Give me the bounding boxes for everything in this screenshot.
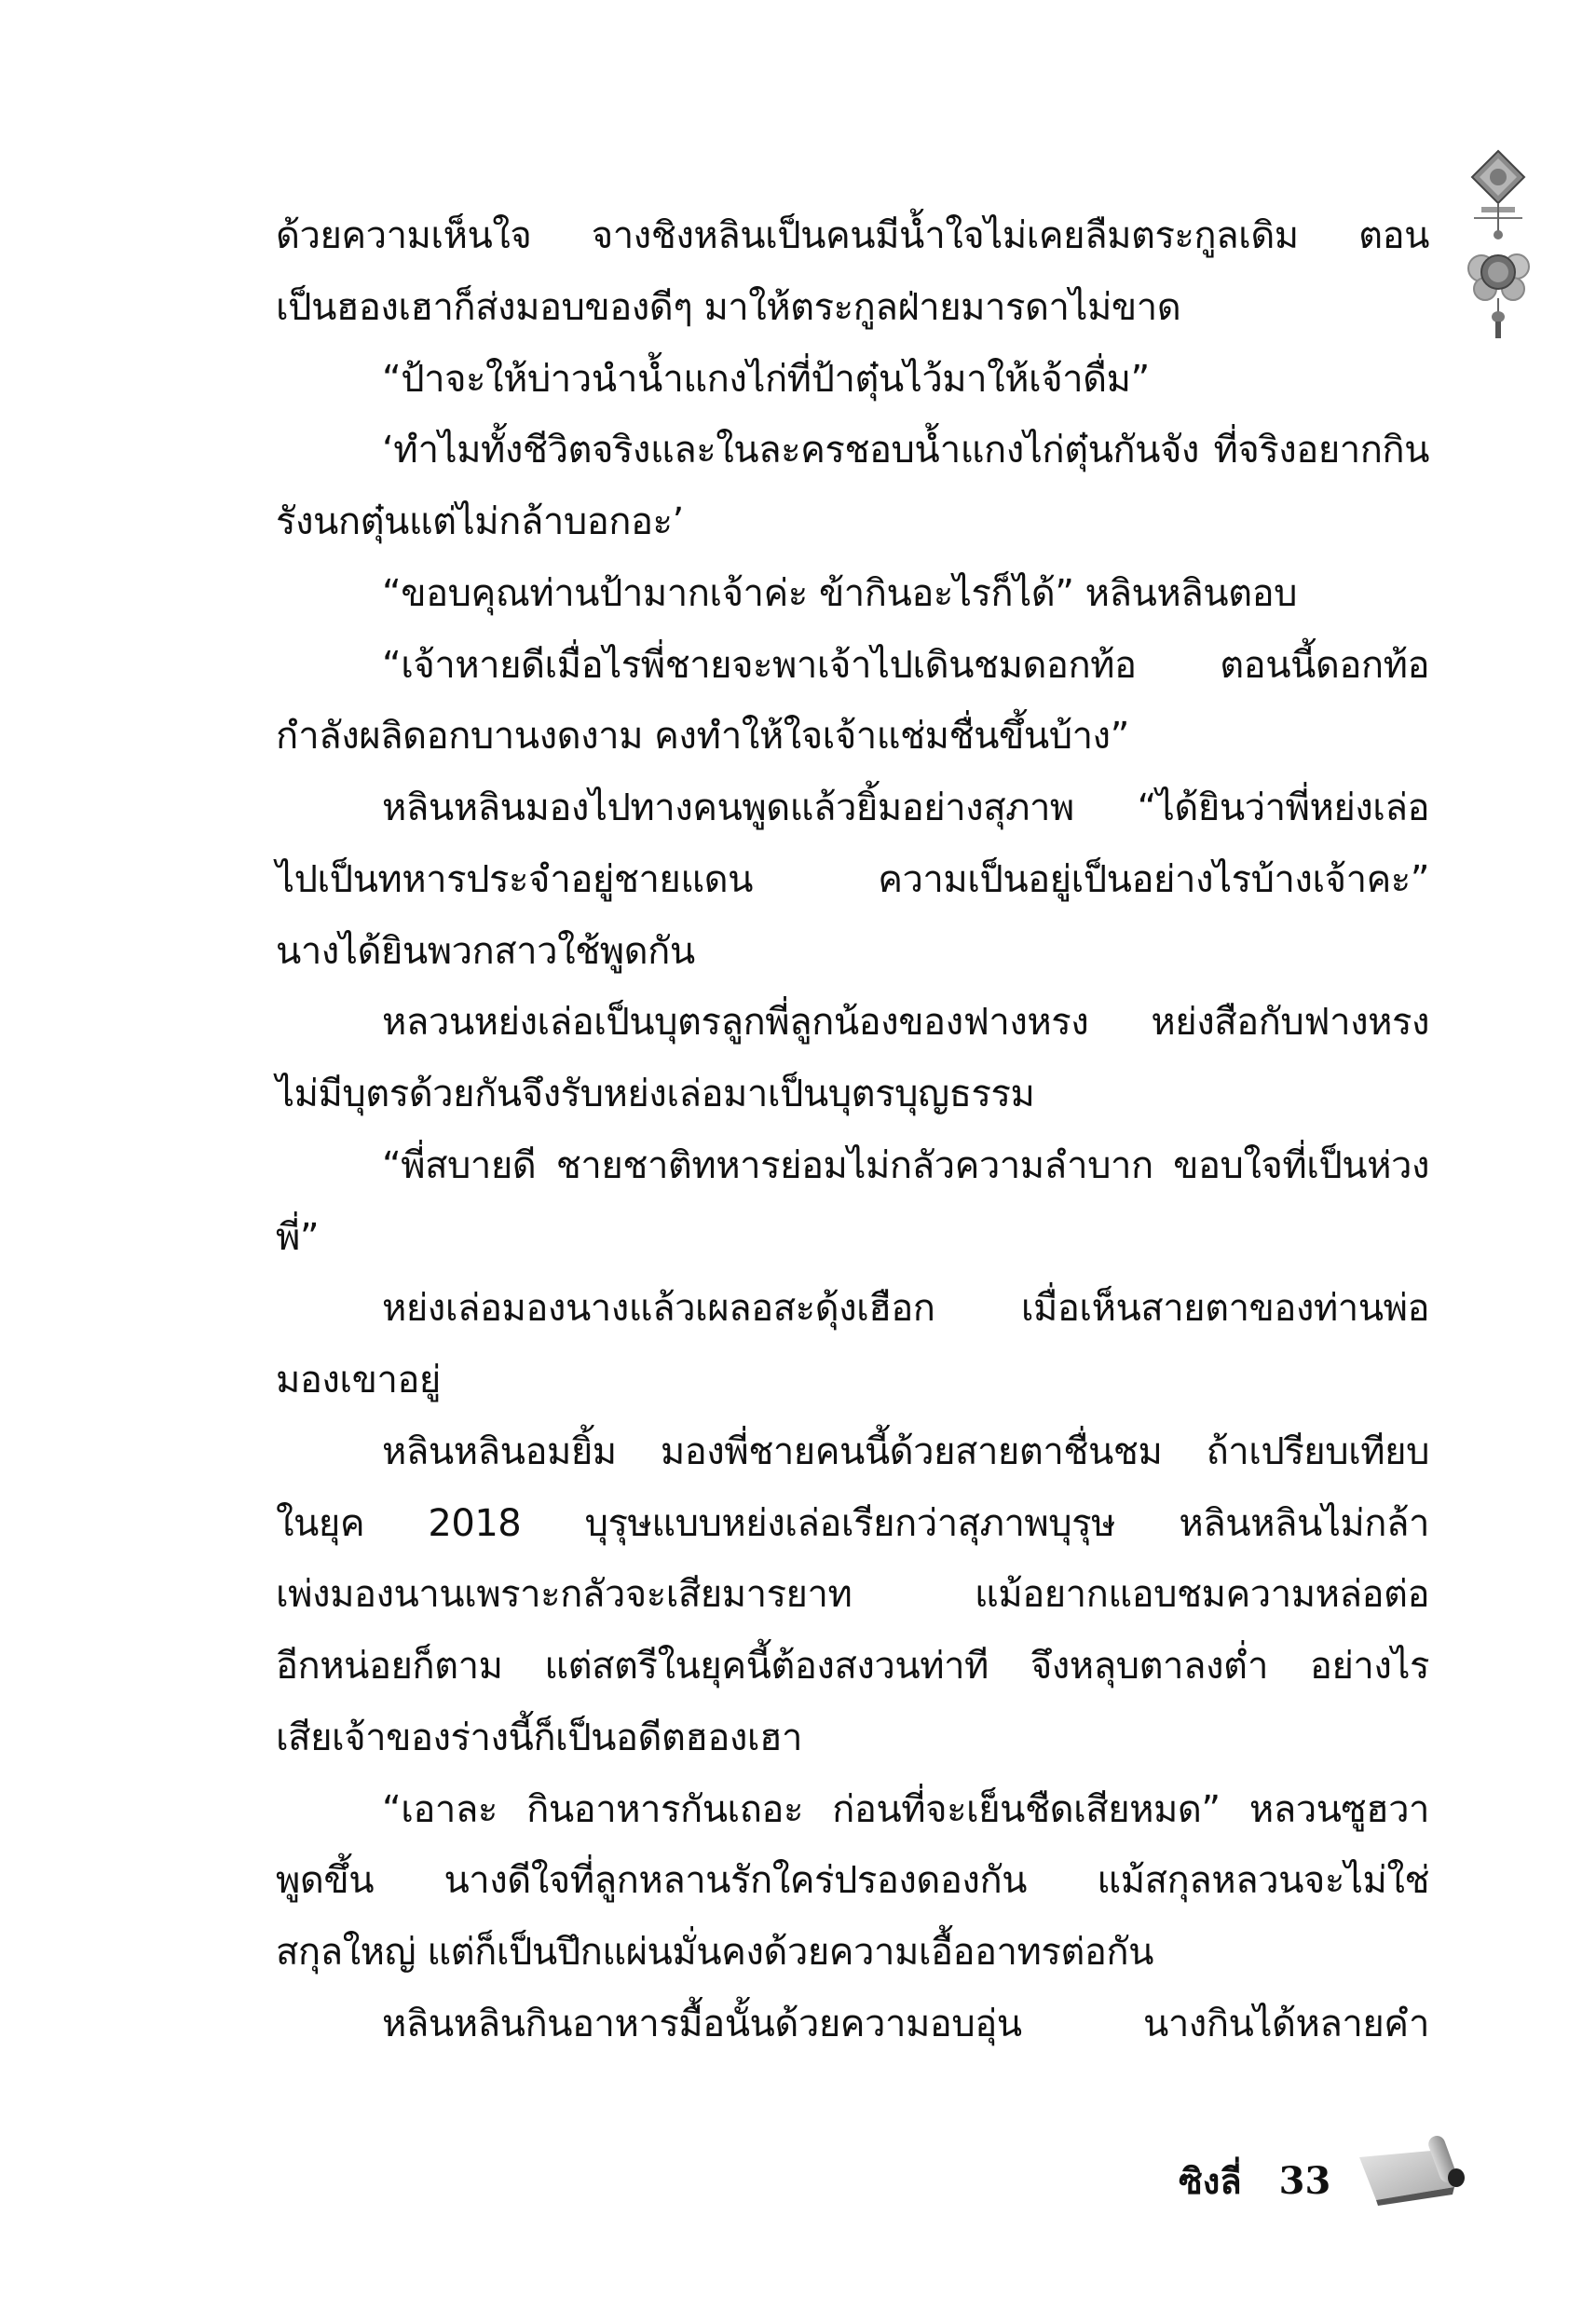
book-title: ซิงลี่ — [1179, 2159, 1242, 2202]
text-line: ไปเป็นทหารประจำอยู่ชายแดน ความเป็นอยู่เป็นอย่างไรบ้างเจ้าคะ” — [276, 857, 1429, 901]
text-line: เสียเจ้าของร่างนี้ก็เป็นอดีตฮองเฮา — [276, 1716, 802, 1759]
text-line: “พี่สบายดี ชายชาติทหารย่อมไม่กลัวความลำบาก ขอบใจที่เป็นห่วง — [382, 1143, 1429, 1187]
text-line: ไม่มีบุตรด้วยกันจึงรับหย่งเล่อมาเป็นบุตรบุญธรรม — [276, 1073, 1035, 1115]
chinese-knot-ornament-icon — [1461, 149, 1535, 340]
text-line: หลินหลินกินอาหารมื้อนั้นด้วยความอบอุ่น นางกินได้หลายคำ — [382, 2002, 1429, 2045]
text-line: พูดขึ้น นางดีใจที่ลูกหลานรักใคร่ปรองดองกัน แม้สกุลหลวนจะไม่ใช่ — [276, 1859, 1429, 1903]
page-footer — [1179, 2153, 1330, 2208]
text-line: “เจ้าหายดีเมื่อไรพี่ชายจะพาเจ้าไปเดินชมดอกท้อ ตอนนี้ดอกท้อ — [382, 643, 1429, 687]
page-number: 33 — [1278, 2158, 1331, 2203]
text-line: “เอาละ กินอาหารกันเถอะ ก่อนที่จะเย็นชืดเสียหมด” หลวนซูฮวา — [382, 1787, 1429, 1831]
text-line: หลินหลินอมยิ้ม มองพี่ชายคนนี้ด้วยสายตาชื่นชม ถ้าเปรียบเทียบ — [382, 1429, 1429, 1473]
text-line: หย่งเล่อมองนางแล้วเผลอสะดุ้งเฮือก เมื่อเห็นสายตาของท่านพ่อ — [382, 1287, 1429, 1331]
text-line: ‘ทำไมทั้งชีวิตจริงและในละครชอบน้ำแกงไก่ตุ๋นกันจัง ที่จริงอยากกิน — [382, 429, 1429, 472]
text-line: พี่” — [276, 1215, 320, 1259]
text-line: เพ่งมองนานเพราะกลัวจะเสียมารยาท แม้อยากแอบชมความหล่อต่อ — [276, 1573, 1429, 1617]
text-line: “ป้าจะให้บ่าวนำน้ำแกงไก่ที่ป้าตุ๋นไว้มาให้เจ้าดื่ม” — [382, 357, 1150, 401]
text-line: รังนกตุ๋นแต่ไม่กล้าบอกอะ’ — [276, 500, 684, 543]
text-line: เป็นฮองเฮาก็ส่งมอบของดีๆ มาให้ตระกูลฝ่ายมารดาไม่ขาด — [276, 285, 1181, 329]
text-line: นางได้ยินพวกสาวใช้พูดกัน — [276, 929, 695, 973]
text-line: ในยุค 2018 บุรุษแบบหย่งเล่อเรียกว่าสุภาพบุรุษ หลินหลินไม่กล้า — [276, 1501, 1429, 1545]
text-line: หลวนหย่งเล่อเป็นบุตรลูกพี่ลูกน้องของฟางหรง หย่งสือกับฟางหรง — [382, 1001, 1429, 1045]
paper-scroll-icon — [1356, 2129, 1467, 2208]
text-line: ด้วยความเห็นใจ จางชิงหลินเป็นคนมีน้ำใจไม่เคยลืมตระกูลเดิม ตอน — [276, 214, 1429, 257]
text-line: มองเขาอยู่ — [276, 1359, 441, 1402]
text-line: สกุลใหญ่ แต่ก็เป็นปึกแผ่นมั่นคงด้วยความเอื้ออาทรต่อกัน — [276, 1931, 1153, 1974]
text-line: หลินหลินมองไปทางคนพูดแล้วยิ้มอย่างสุภาพ “ได้ยินว่าพี่หย่งเล่อ — [382, 786, 1429, 829]
text-line: อีกหน่อยก็ตาม แต่สตรีในยุคนี้ต้องสงวนท่าที จึงหลุบตาลงต่ำ อย่างไร — [276, 1645, 1429, 1688]
text-line: “ขอบคุณท่านป้ามากเจ้าค่ะ ข้ากินอะไรก็ได้” หลินหลินตอบ — [382, 571, 1298, 615]
text-line: กำลังผลิดอกบานงดงาม คงทำให้ใจเจ้าแช่มชื่นขึ้นบ้าง” — [276, 715, 1129, 759]
